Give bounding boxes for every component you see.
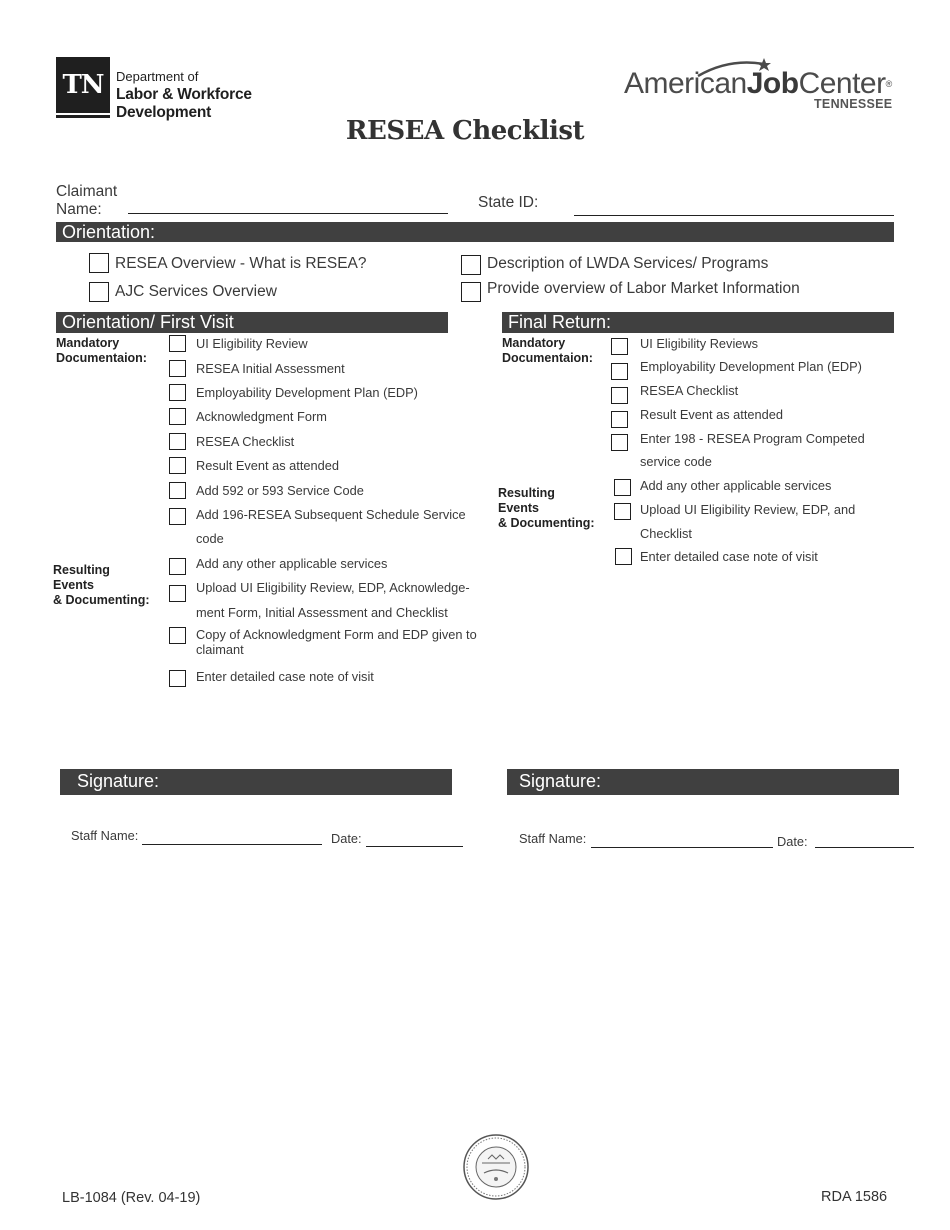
final-return-checkbox-4[interactable]	[611, 411, 628, 428]
orientation-header: Orientation:	[56, 222, 894, 242]
ajc-name-bold: Job	[746, 67, 799, 100]
final-return-item-7: Upload UI Eligibility Review, EDP, and	[640, 502, 856, 517]
first-visit-checkbox-12[interactable]	[169, 670, 186, 687]
first-visit-item-9: Add any other applicable services	[196, 556, 388, 571]
claimant-name-field[interactable]	[128, 213, 448, 214]
final-return-checkbox-8[interactable]	[615, 548, 632, 565]
final-return-checkbox-7[interactable]	[614, 503, 631, 520]
form-number: LB-1084 (Rev. 04-19)	[62, 1190, 201, 1206]
final-return-checkbox-2[interactable]	[611, 363, 628, 380]
claimant-label-line-2: Name:	[56, 201, 102, 218]
signature-header-left: Signature:	[60, 769, 452, 795]
ajc-name-suffix: Center	[798, 67, 886, 100]
final-return-item-1: UI Eligibility Reviews	[640, 336, 759, 351]
final-return-resulting-line-2: Events	[498, 501, 539, 515]
department-line-1: Department of	[116, 69, 199, 84]
first-visit-checkbox-5[interactable]	[169, 433, 186, 450]
date-field-right[interactable]	[815, 847, 914, 848]
first-visit-resulting-label	[53, 563, 150, 608]
first-visit-checkbox-8[interactable]	[169, 508, 186, 525]
final-return-item-4: Result Event as attended	[640, 407, 783, 422]
first-visit-checkbox-10[interactable]	[169, 585, 186, 602]
orientation-checkbox-2[interactable]	[89, 282, 109, 302]
rda-number: RDA 1586	[821, 1189, 888, 1205]
orientation-checkbox-4[interactable]	[461, 282, 481, 302]
claimant-label-line-1: Claimant	[56, 183, 118, 200]
first-visit-resulting-line-2: Events	[53, 578, 94, 592]
orientation-item-2: AJC Services Overview	[115, 283, 277, 300]
signature-header-right: Signature:	[507, 769, 899, 795]
final-return-item-5: Enter 198 - RESEA Program Competed	[640, 431, 865, 446]
final-return-resulting-line-3: & Documenting:	[498, 516, 595, 530]
first-visit-item-1: UI Eligibility Review	[196, 336, 308, 351]
first-visit-item-10-cont: ment Form, Initial Assessment and Checklist	[196, 605, 448, 620]
final-return-checkbox-3[interactable]	[611, 387, 628, 404]
department-name	[116, 68, 252, 122]
final-return-mandatory-label	[502, 336, 593, 366]
first-visit-item-7: Add 592 or 593 Service Code	[196, 483, 364, 498]
first-visit-checkbox-3[interactable]	[169, 384, 186, 401]
date-label-right: Date:	[777, 834, 808, 849]
staff-name-field-left[interactable]	[142, 844, 322, 845]
final-return-item-7-cont: Checklist	[640, 526, 692, 541]
first-visit-checkbox-7[interactable]	[169, 482, 186, 499]
final-return-item-3: RESEA Checklist	[640, 383, 739, 398]
final-return-item-6: Add any other applicable services	[640, 478, 832, 493]
orientation-item-4: Provide overview of Labor Market Information	[487, 280, 800, 297]
first-visit-item-5: RESEA Checklist	[196, 434, 295, 449]
final-return-checkbox-6[interactable]	[614, 479, 631, 496]
first-visit-mandatory-line-1: Mandatory	[56, 336, 120, 350]
first-visit-item-2: RESEA Initial Assessment	[196, 361, 345, 376]
state-id-label: State ID:	[478, 194, 539, 211]
first-visit-checkbox-11[interactable]	[169, 627, 186, 644]
final-return-item-5-cont: service code	[640, 454, 712, 469]
first-visit-checkbox-6[interactable]	[169, 457, 186, 474]
first-visit-item-10: Upload UI Eligibility Review, EDP, Acknowledge-	[196, 580, 470, 595]
first-visit-item-4: Acknowledgment Form	[196, 409, 327, 424]
final-return-header: Final Return:	[502, 312, 894, 333]
staff-name-label-left: Staff Name:	[71, 828, 139, 843]
staff-name-label-right: Staff Name:	[519, 831, 587, 846]
claimant-name-label	[56, 183, 117, 219]
department-line-2: Labor & Workforce	[116, 86, 252, 103]
ajc-registered-mark: ®	[885, 79, 892, 89]
ajc-logo	[624, 68, 892, 100]
department-line-3: Development	[116, 104, 212, 121]
orientation-item-3: Description of LWDA Services/ Programs	[487, 255, 769, 272]
first-visit-item-6: Result Event as attended	[196, 458, 339, 473]
first-visit-resulting-line-1: Resulting	[53, 563, 110, 577]
final-return-mandatory-line-2: Documentaion:	[502, 351, 593, 365]
first-visit-resulting-line-3: & Documenting:	[53, 593, 150, 607]
first-visit-mandatory-line-2: Documentaion:	[56, 351, 147, 365]
first-visit-checkbox-2[interactable]	[169, 360, 186, 377]
final-return-resulting-line-1: Resulting	[498, 486, 555, 500]
final-return-item-8: Enter detailed case note of visit	[640, 549, 818, 564]
final-return-checkbox-5[interactable]	[611, 434, 628, 451]
final-return-resulting-label	[498, 486, 595, 531]
ajc-state: TENNESSEE	[814, 97, 893, 111]
first-visit-item-11: Copy of Acknowledgment Form and EDP given to claimant	[196, 627, 477, 657]
first-visit-checkbox-4[interactable]	[169, 408, 186, 425]
tn-logo-text: TN	[62, 70, 104, 100]
date-label-left: Date:	[331, 831, 362, 846]
tn-logo	[56, 57, 110, 113]
final-return-mandatory-line-1: Mandatory	[502, 336, 566, 350]
orientation-checkbox-3[interactable]	[461, 255, 481, 275]
page-title: RESEA Checklist	[345, 116, 585, 146]
final-return-checkbox-1[interactable]	[611, 338, 628, 355]
state-seal-icon	[462, 1133, 530, 1201]
first-visit-item-8-cont: code	[196, 531, 224, 546]
first-visit-mandatory-label	[56, 336, 147, 366]
first-visit-item-8: Add 196-RESEA Subsequent Schedule Service	[196, 507, 466, 522]
first-visit-checkbox-1[interactable]	[169, 335, 186, 352]
state-id-field[interactable]	[574, 215, 894, 216]
orientation-item-1: RESEA Overview - What is RESEA?	[115, 255, 367, 272]
date-field-left[interactable]	[366, 846, 463, 847]
first-visit-item-12: Enter detailed case note of visit	[196, 669, 374, 684]
final-return-item-2: Employability Development Plan (EDP)	[640, 359, 862, 374]
first-visit-item-3: Employability Development Plan (EDP)	[196, 385, 418, 400]
staff-name-field-right[interactable]	[591, 847, 773, 848]
orientation-checkbox-1[interactable]	[89, 253, 109, 273]
first-visit-checkbox-9[interactable]	[169, 558, 186, 575]
first-visit-header: Orientation/ First Visit	[56, 312, 448, 333]
ajc-name-prefix: American	[624, 67, 747, 100]
